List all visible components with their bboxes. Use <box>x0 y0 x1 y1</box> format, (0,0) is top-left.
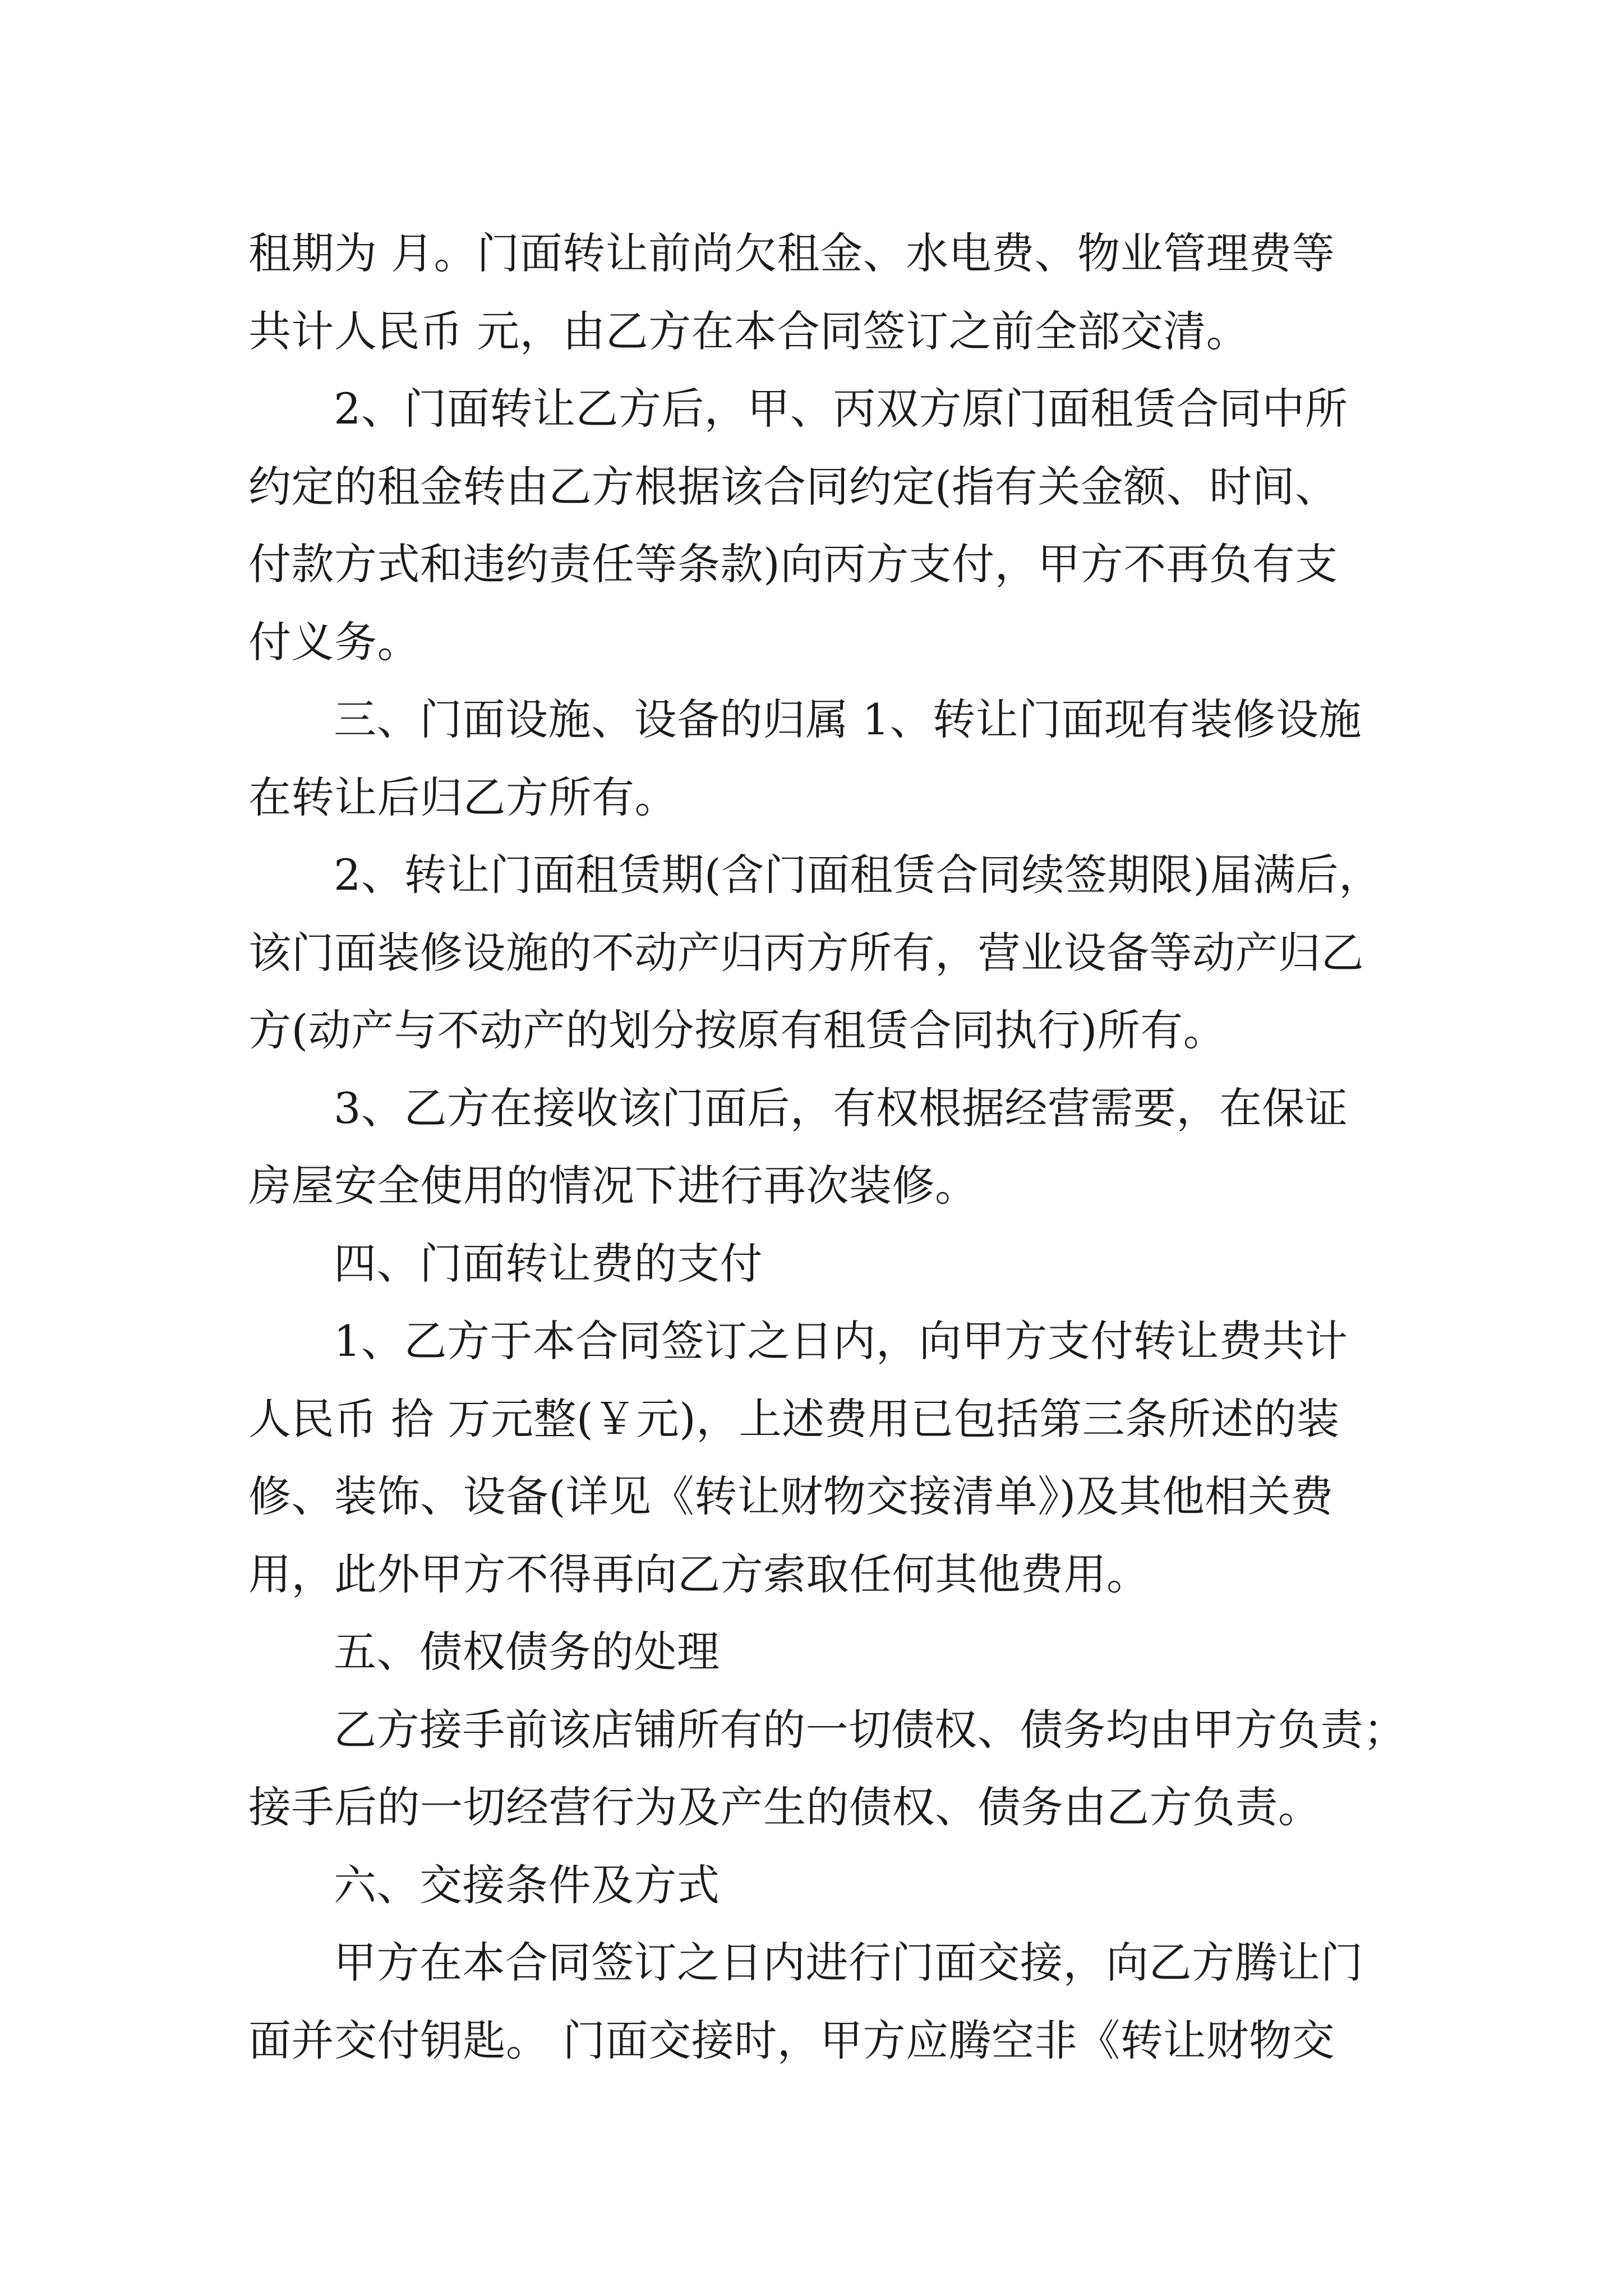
text-line: 在转让后归乙方所有。 <box>248 772 677 822</box>
text-line: 租期为 月。门面转让前尚欠租金、水电费、物业管理费等 <box>248 228 1335 278</box>
text-line: 接手后的一切经营行为及产生的债权、债务由乙方负责。 <box>248 1782 1321 1832</box>
paragraph-start-line: 3、乙方在接收该门面后，有权根据经营需要，在保证 <box>334 1083 1348 1133</box>
paragraph-start-line: 甲方在本合同签订之日内进行门面交接，向乙方腾让门 <box>334 1938 1363 1987</box>
text-line: 人民币 拾 万元整(￥元)，上述费用已包括第三条所述的装 <box>248 1393 1340 1444</box>
text-line: 付义务。 <box>248 616 420 667</box>
paragraph-start-line: 1、乙方于本合同签订之日内，向甲方支付转让费共计 <box>334 1316 1348 1366</box>
paragraph-start-line: 乙方接手前该店铺所有的一切债权、债务均由甲方负责； <box>334 1704 1407 1755</box>
section-heading-line: 六、交接条件及方式 <box>334 1860 720 1910</box>
section-heading-line: 四、门面转让费的支付 <box>334 1238 763 1289</box>
text-line: 面并交付钥匙。 门面交接时，甲方应腾空非《转让财物交 <box>248 2015 1335 2065</box>
paragraph-start-line: 2、转让门面租赁期(含门面租赁合同续签期限)届满后， <box>334 850 1382 900</box>
text-line: 用，此外甲方不得再向乙方索取任何其他费用。 <box>248 1549 1150 1599</box>
text-line: 修、装饰、设备(详见《转让财物交接清单》)及其他相关费 <box>248 1471 1334 1521</box>
paragraph-start-line: 2、门面转让乙方后，甲、丙双方原门面租赁合同中所 <box>334 384 1348 434</box>
text-line: 共计人民币 元，由乙方在本合同签订之前全部交清。 <box>248 306 1249 356</box>
section-heading-line: 五、债权债务的处理 <box>334 1627 720 1677</box>
contract-body-text <box>248 215 1407 2079</box>
section-heading-line: 三、门面设施、设备的归属 1、转让门面现有装修设施 <box>334 694 1362 744</box>
text-line: 该门面装修设施的不动产归丙方所有，营业设备等动产归乙 <box>248 927 1364 978</box>
text-line: 房屋安全使用的情况下进行再次装修。 <box>248 1161 978 1211</box>
text-line: 约定的租金转由乙方根据该合同约定(指有关金额、时间、 <box>248 461 1338 512</box>
text-line: 方(动产与不动产的划分按原有租赁合同执行)所有。 <box>248 1005 1227 1055</box>
text-line: 付款方式和违约责任等条款)向丙方支付，甲方不再负有支 <box>248 539 1338 589</box>
